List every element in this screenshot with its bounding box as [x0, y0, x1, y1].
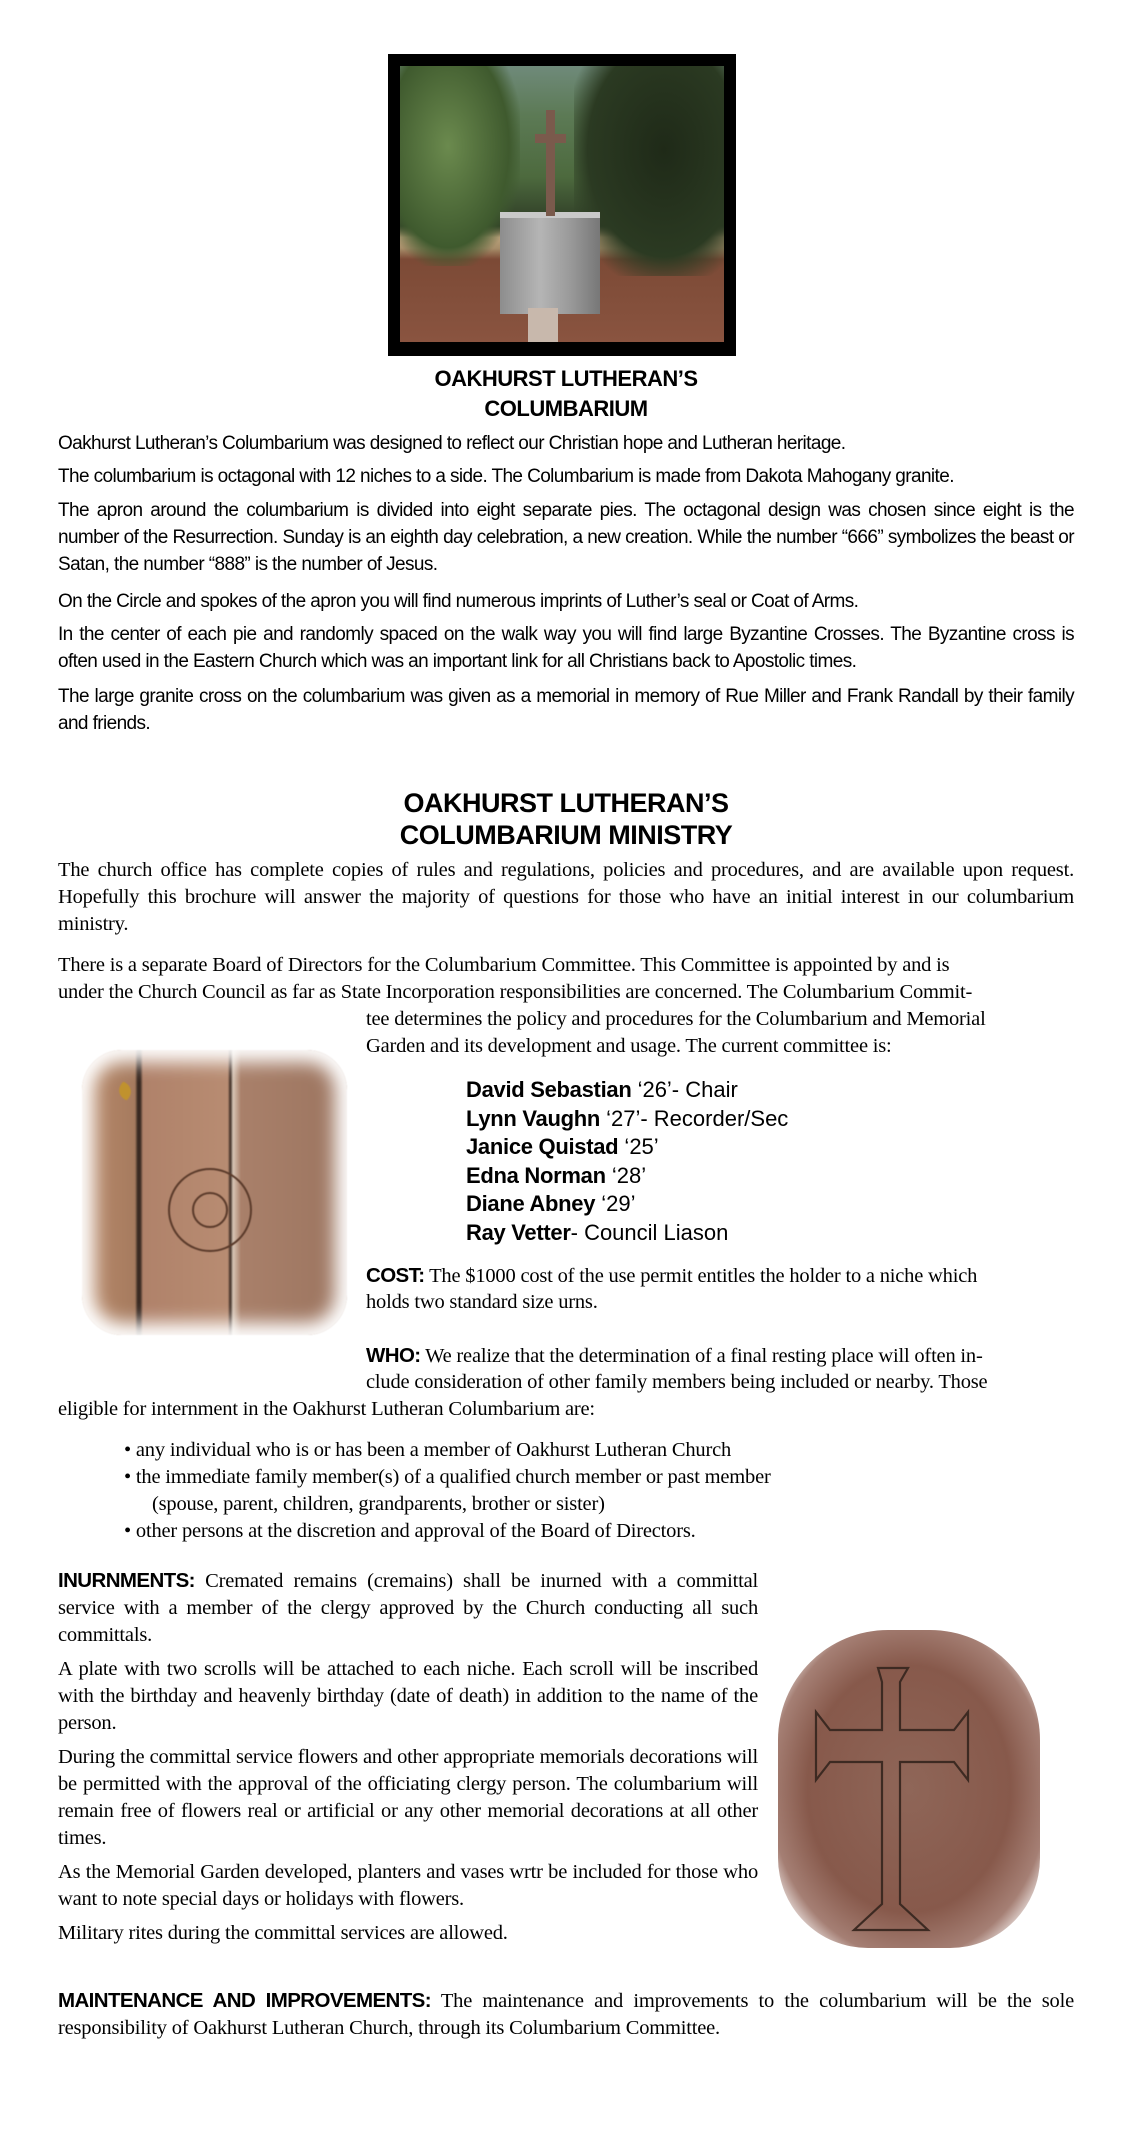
- eligibility-item: • any individual who is or has been a member of Oakhurst Lutheran Church: [124, 1439, 732, 1461]
- committee-member: [466, 1105, 788, 1134]
- who-line: eligible for internment in the Oakhurst Lutheran Columbarium are:: [58, 1398, 595, 1420]
- board-line: under the Church Council as far as State Incorporation responsibilities are concerned. The Columbarium Commit-: [58, 981, 973, 1003]
- eligibility-item: • the immediate family member(s) of a qualified church member or past member: [124, 1466, 771, 1488]
- eligibility-item: • other persons at the discretion and approval of the Board of Directors.: [124, 1520, 696, 1542]
- section1-paragraph: On the Circle and spokes of the apron you will find numerous imprints of Luther’s seal or Coat of Arms.: [58, 591, 859, 612]
- committee-member: [466, 1190, 788, 1219]
- intro-paragraph: The church office has complete copies of rules and regulations, policies and procedures, and are available upon request. Hopefully this brochure will answer the majority of questions for those who have an initial interest in our columbarium ministry.: [58, 859, 1074, 935]
- section2-title: [0, 787, 1132, 851]
- maintenance-label: MAINTENANCE AND IMPROVEMENTS:: [58, 1989, 431, 2012]
- section1-paragraph: In the center of each pie and randomly spaced on the walk way you will find large Byzantine Crosses. The Byzantine cross is often used in the Eastern Church which was an important link for all Christians back to Apostolic times.: [58, 624, 1074, 672]
- section1-paragraph: The large granite cross on the columbarium was given as a memorial in memory of Rue Miller and Frank Randall by their family and friends.: [58, 686, 1074, 734]
- maintenance-text: The maintenance and improvements to the columbarium will be the sole responsibility of Oakhurst Lutheran Church, through its Columbarium Committee.: [58, 1990, 1074, 2039]
- member-detail: ‘28’: [605, 1162, 647, 1188]
- luther-seal-image: [82, 1050, 347, 1335]
- committee-list: [466, 1076, 788, 1247]
- member-detail: ‘29’: [595, 1191, 636, 1216]
- committee-member: [466, 1219, 788, 1248]
- cost-text: The $1000 cost of the use permit entitles the holder to a niche which: [424, 1265, 978, 1287]
- columbarium-photo-image: [400, 66, 724, 342]
- military-paragraph: Military rites during the committal services are allowed.: [58, 1922, 508, 1944]
- committee-member: [466, 1162, 788, 1191]
- inurnments-label: INURNMENTS:: [58, 1569, 195, 1592]
- luther-seal-icon: [168, 1168, 252, 1252]
- board-line: There is a separate Board of Directors for the Columbarium Committee. This Committee is appointed by and is: [58, 954, 950, 976]
- member-name: Lynn Vaughn: [466, 1105, 600, 1131]
- member-name: Edna Norman: [466, 1162, 606, 1188]
- cost-label: COST:: [366, 1264, 425, 1287]
- inurnments-column: [58, 1567, 758, 1947]
- section1-paragraph: The apron around the columbarium is divided into eight separate pies. The octagonal design was chosen since eight is the number of the Resurrection. Sunday is an eighth day celebration, a new creation. While the number “666” symbolizes the beast or Satan, the number “888” is the number of Jesus.: [58, 500, 1074, 575]
- section1-title-line1: OAKHURST LUTHERAN’S: [434, 366, 698, 391]
- byzantine-cross-icon: [778, 1630, 1040, 1948]
- inurnments-paragraph: [58, 1567, 758, 1649]
- leaf-decoration: [115, 1081, 134, 1100]
- flowers-paragraph: During the committal service flowers and other appropriate memorials decorations will be permitted with the approval of the officiating clergy person. The columbarium will remain free of flowers real or artificial or any other memorial decorations at all other times.: [58, 1746, 758, 1849]
- member-detail: ‘26’- Chair: [631, 1077, 738, 1102]
- committee-member: [466, 1133, 788, 1162]
- member-name: Janice Quistad: [466, 1134, 619, 1159]
- board-line: Garden and its development and usage. The current committee is:: [366, 1035, 892, 1057]
- member-name: David Sebastian: [466, 1077, 632, 1102]
- section2-title-line2: COLUMBARIUM MINISTRY: [399, 820, 733, 850]
- maintenance-paragraph: [58, 1987, 1074, 2042]
- cost-line: [366, 1262, 1074, 1290]
- eligibility-item: (spouse, parent, children, grandparents, brother or sister): [152, 1493, 605, 1515]
- who-line: clude consideration of other family members being included or nearby. Those: [366, 1371, 988, 1393]
- member-name: Ray Vetter: [466, 1219, 571, 1245]
- plate-paragraph: A plate with two scrolls will be attached to each niche. Each scroll will be inscribed with the birthday and heavenly birthday (date of death) in addition to the name of the person.: [58, 1658, 758, 1734]
- member-name: Diane Abney: [466, 1191, 596, 1216]
- section2-title-line1: OAKHURST LUTHERAN’S: [403, 788, 729, 818]
- section1-paragraph: Oakhurst Lutheran’s Columbarium was designed to reflect our Christian hope and Lutheran heritage.: [58, 433, 846, 454]
- inurnments-text: Cremated remains (cremains) shall be inurned with a committal service with a member of the clergy approved by the Church conducting all such committals.: [58, 1570, 758, 1646]
- member-detail: ‘25’: [618, 1134, 659, 1159]
- member-detail: ‘27’- Recorder/Sec: [600, 1105, 789, 1131]
- board-line: tee determines the policy and procedures for the Columbarium and Memorial: [366, 1008, 986, 1030]
- section1-title-line2: COLUMBARIUM: [484, 396, 648, 421]
- garden-paragraph: As the Memorial Garden developed, planters and vases wrtr be included for those who want to note special days or holidays with flowers.: [58, 1861, 758, 1910]
- byzantine-cross-image: [778, 1630, 1040, 1948]
- member-detail: - Council Liason: [570, 1219, 729, 1245]
- committee-member: [466, 1076, 788, 1105]
- who-label: WHO:: [366, 1344, 421, 1367]
- columbarium-photo: [388, 54, 736, 356]
- cost-line: holds two standard size urns.: [366, 1291, 598, 1313]
- section1-title: [0, 364, 1132, 424]
- eligibility-list: [124, 1437, 771, 1545]
- who-line: [366, 1342, 1074, 1370]
- section1-paragraph: The columbarium is octagonal with 12 niches to a side. The Columbarium is made from Dakota Mahogany granite.: [58, 466, 954, 487]
- who-text: We realize that the determination of a final resting place will often in-: [420, 1345, 983, 1367]
